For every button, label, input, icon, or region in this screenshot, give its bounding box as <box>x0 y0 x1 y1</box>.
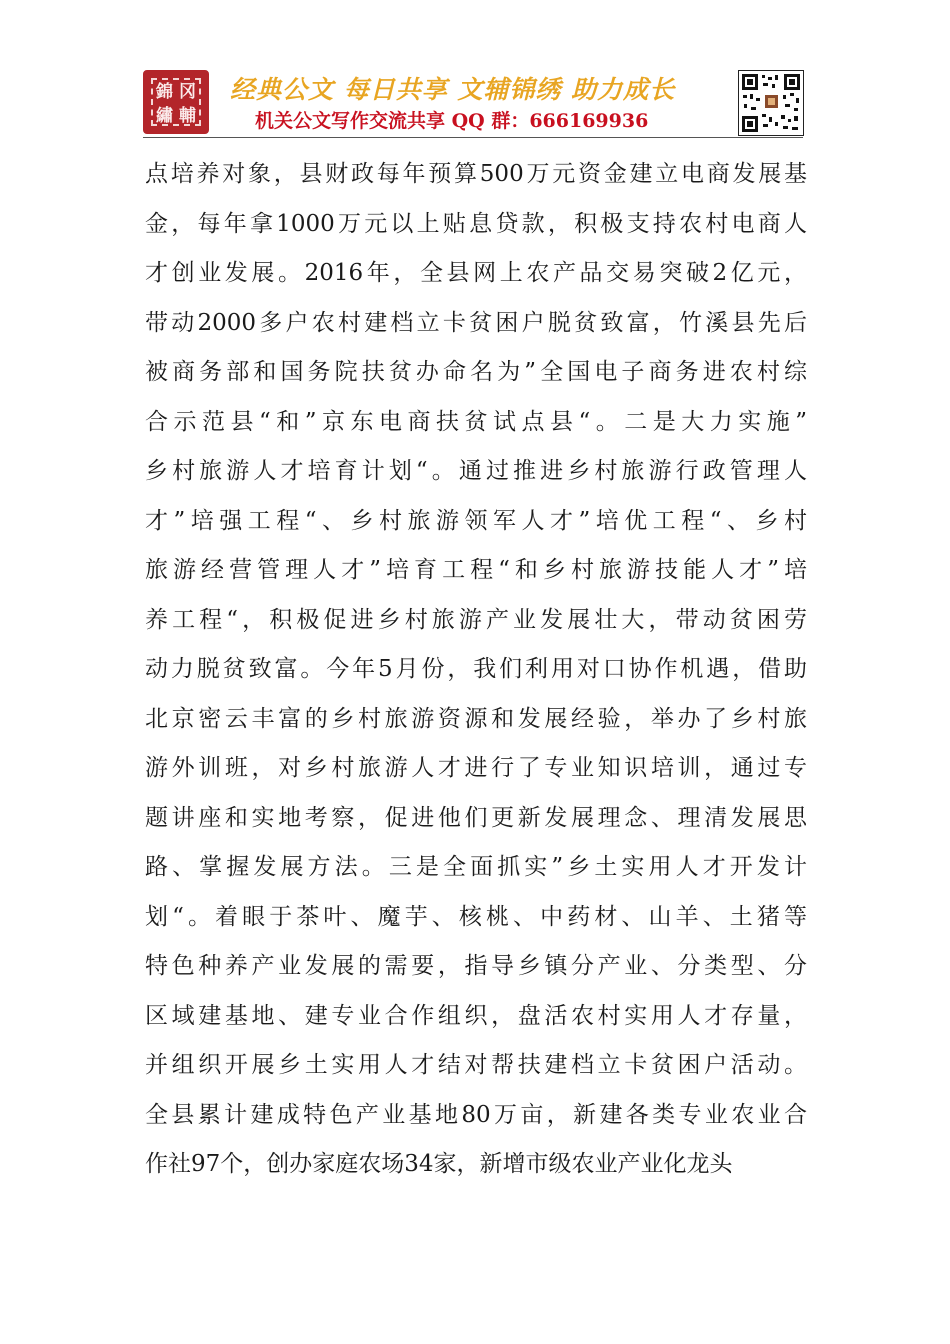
seal-char: 繡 <box>156 106 173 126</box>
text-line: 才创业发展。2016年，全县网上农产品交易突破2亿元， <box>145 260 807 286</box>
text-line: 乡村旅游人才培育计划“。通过推进乡村旅游行政管理人 <box>145 458 807 484</box>
text-line: 并组织开展乡土实用人才结对帮扶建档立卡贫困户活动。 <box>145 1052 807 1078</box>
seal-logo-chars <box>151 78 201 126</box>
text-line: 北京密云丰富的乡村旅游资源和发展经验，举办了乡村旅 <box>145 705 807 732</box>
document-body <box>145 150 807 1190</box>
header-divider <box>143 137 803 138</box>
header-slogan: 经典公文 每日共享 文辅锦绣 助力成长 <box>230 75 676 104</box>
qq-group-text: 机关公文写作交流共享 QQ 群：666169936 <box>255 110 649 132</box>
page-header <box>0 0 950 140</box>
text-line: 划“。着眼于茶叶、魔芋、核桃、中药材、山羊、土猪等 <box>145 903 807 930</box>
text-line: 作社97个，创办家庭农场34家，新增市级农业产业化龙头 <box>145 1151 733 1177</box>
text-line: 才”培强工程“、乡村旅游领军人才”培优工程“、乡村 <box>145 507 807 534</box>
text-line: 动力脱贫致富。今年5月份，我们利用对口协作机遇，借助 <box>145 656 807 682</box>
seal-char: 錦 <box>156 82 173 102</box>
qr-code-icon <box>738 70 804 136</box>
text-line: 带动2000多户农村建档立卡贫困户脱贫致富，竹溪县先后 <box>145 309 807 336</box>
text-line: 区域建基地、建专业合作组织，盘活农村实用人才存量， <box>145 1002 807 1029</box>
text-line: 特色种养产业发展的需要，指导乡镇分产业、分类型、分 <box>145 953 807 979</box>
text-line: 路、掌握发展方法。三是全面抓实”乡土实用人才开发计 <box>145 854 807 880</box>
text-line: 全县累计建成特色产业基地80万亩，新建各类专业农业合 <box>145 1101 807 1128</box>
text-line: 合示范县“和”京东电商扶贫试点县“。二是大力实施” <box>145 408 807 435</box>
text-line: 题讲座和实地考察，促进他们更新发展理念、理清发展思 <box>145 804 807 831</box>
text-line: 游外训班，对乡村旅游人才进行了专业知识培训，通过专 <box>145 755 807 781</box>
text-line: 养工程“，积极促进乡村旅游产业发展壮大，带动贫困劳 <box>145 606 807 633</box>
text-line: 旅游经营管理人才”培育工程“和乡村旅游技能人才”培 <box>145 557 807 583</box>
text-line: 点培养对象，县财政每年预算500万元资金建立电商发展基 <box>145 161 807 187</box>
text-line: 金，每年拿1000万元以上贴息贷款，积极支持农村电商人 <box>145 210 807 237</box>
seal-char: 輔 <box>179 106 196 126</box>
text-line: 被商务部和国务院扶贫办命名为”全国电子商务进农村综 <box>145 359 807 385</box>
seal-logo <box>143 70 209 134</box>
seal-char: 冈 <box>179 82 196 102</box>
